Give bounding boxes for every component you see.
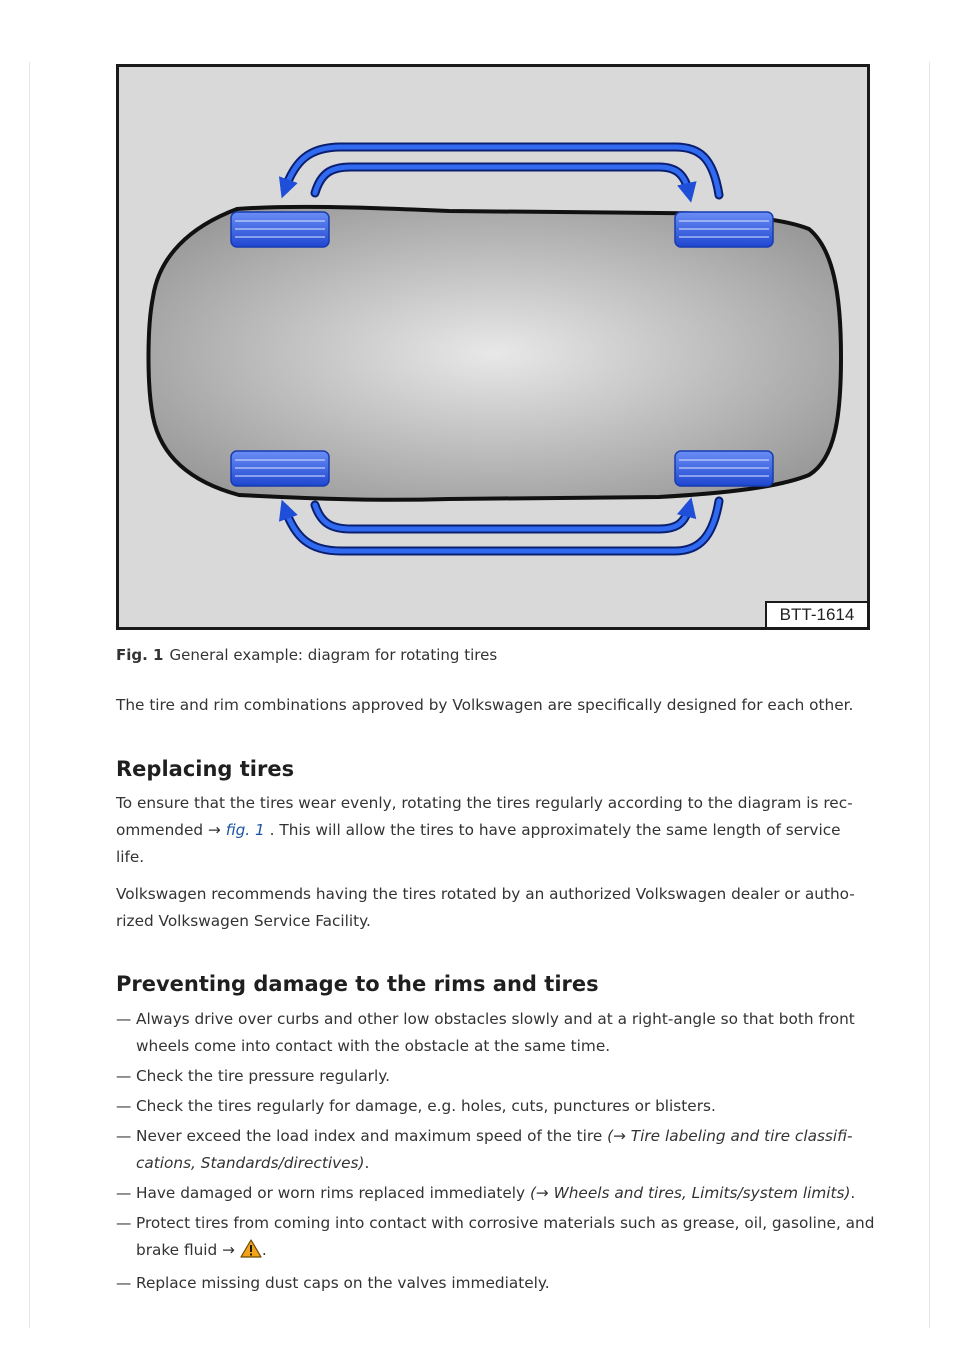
list-item (116, 1006, 876, 1060)
list-item (116, 1123, 876, 1177)
page-border-left (29, 62, 30, 1328)
list-item-text: Have damaged or worn rims replaced immediately (136, 1184, 526, 1202)
list-item-text: Always drive over curbs and other low obstacles slowly and at a right-angle so that both front wheels come into contact with the obstacle at the same time. (136, 1010, 855, 1055)
tire-rear-left (231, 451, 329, 486)
list-item-text: Check the tires regularly for damage, e.g. holes, cuts, punctures or blisters. (136, 1097, 716, 1115)
figure-label: Fig. 1 (116, 646, 164, 664)
list-item-text: Never exceed the load index and maximum speed of the tire (136, 1127, 603, 1145)
list-item-text: Replace missing dust caps on the valves immediately. (136, 1274, 550, 1292)
list-item (116, 1093, 876, 1120)
intro-paragraph: The tire and rim combinations approved by Volkswagen are specifically designed for each other. (116, 696, 854, 714)
heading-preventing-damage: Preventing damage to the rims and tires (116, 972, 599, 996)
list-item-text: Check the tire pressure regularly. (136, 1067, 390, 1085)
tire-rotation-figure (116, 64, 870, 630)
list-item-text: Protect tires from coming into contact with corrosive materials such as grease, oil, gasoline, and brake fluid (136, 1214, 875, 1259)
bullet-dash: — (116, 1214, 132, 1232)
fig-1-link[interactable]: fig. 1 (225, 821, 265, 839)
bullet-dash: — (116, 1097, 132, 1115)
rotation-arrow-top-inner (315, 167, 689, 193)
list-item-end: . (850, 1184, 856, 1202)
tire-rotation-diagram (119, 67, 867, 627)
bullet-dash: — (116, 1127, 132, 1145)
rotation-arrow-bottom-inner (315, 505, 689, 529)
replacing-p1-line1: To ensure that the tires wear evenly, rotating the tires regularly according to the diagram is rec- (116, 794, 853, 812)
list-item (116, 1063, 876, 1090)
cross-reference-link[interactable]: (→ Wheels and tires, Limits/system limits) (529, 1184, 851, 1202)
bullet-dash: — (116, 1067, 132, 1085)
page-border-right (929, 62, 930, 1328)
figure-code: BTT-1614 (765, 601, 867, 627)
tire-front-left (231, 212, 329, 247)
bullet-dash: — (116, 1274, 132, 1292)
bullet-dash: — (116, 1184, 132, 1202)
figure-caption (116, 646, 497, 664)
replacing-p1-after: . This will allow the tires to have approximately the same length of service (269, 821, 841, 839)
tire-rear-right (675, 451, 773, 486)
tire-front-right (675, 212, 773, 247)
replacing-p1-line3: life. (116, 848, 145, 866)
replacing-paragraph-1 (116, 790, 876, 871)
list-item (116, 1270, 876, 1297)
warning-triangle-icon[interactable] (240, 1239, 262, 1267)
damage-prevention-list (116, 1006, 876, 1300)
arrow-icon: → (222, 1241, 235, 1259)
list-item-end: . (364, 1154, 370, 1172)
arrow-icon: → (207, 821, 221, 839)
replacing-p2-line1: Volkswagen recommends having the tires rotated by an authorized Volkswagen dealer or autho- (116, 885, 855, 903)
list-item (116, 1180, 876, 1207)
list-item-end: . (261, 1241, 267, 1259)
cross-reference-link[interactable]: (→ Tire labeling and tire classifi- cations, Standards/directives) (136, 1127, 853, 1172)
figure-caption-text: General example: diagram for rotating tires (169, 646, 498, 664)
bullet-dash: — (116, 1010, 132, 1028)
replacing-p2-line2: rized Volkswagen Service Facility. (116, 912, 371, 930)
heading-replacing-tires: Replacing tires (116, 757, 295, 781)
replacing-p1-line2: ommended (116, 821, 204, 839)
replacing-paragraph-2 (116, 881, 876, 935)
list-item (116, 1210, 876, 1267)
